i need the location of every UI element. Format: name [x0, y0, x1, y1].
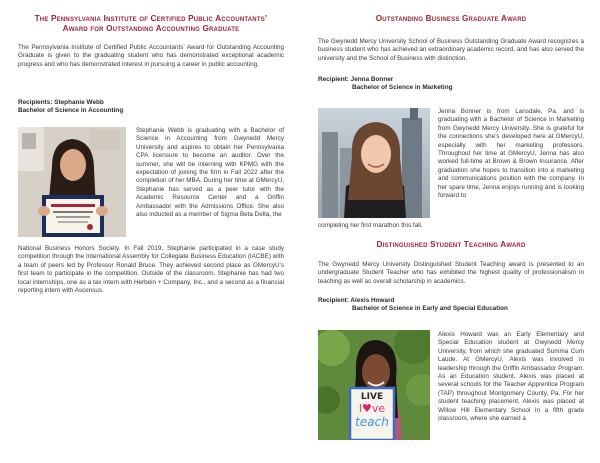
sign-love-text [352, 403, 392, 415]
teaching-award-title: Distinguished Student Teaching Award [376, 240, 526, 249]
picpa-recipient-name: Recipients: Stephanie Webb [18, 99, 104, 106]
picpa-recipient-degree: Bachelor of Science in Accounting [18, 107, 124, 115]
business-recipient-name: Recipient: Jenna Bonner [318, 76, 394, 83]
live-love-teach-sign [352, 392, 392, 429]
sign-love-ve: ve [371, 402, 386, 415]
business-award-title: Outstanding Business Graduate Award [375, 14, 527, 23]
teaching-recipient-degree: Bachelor of Science in Early and Special Education [352, 305, 508, 313]
heart-icon: ♥ [361, 402, 372, 415]
picpa-award-title [18, 14, 284, 34]
business-recipient-degree: Bachelor of Science in Marketing [352, 84, 453, 92]
picpa-award-title-line1: The Pennsylvania Institute of Certified Public Accountants’ [34, 14, 268, 23]
sign-teach-text: teach [355, 415, 389, 429]
jenna-bio-continued: completing her first marathon this fall. [318, 222, 423, 229]
stephanie-bio-continued: National Business Honors Society. In Fall 2019, Stephanie participated in a case study competition through the International Assembly for Collegiate Business Education (IACBE) with a team of peers led by Professor Ronald Bruce. They achieved second place as GMercyU’s first team to participate in the competition. Outside of the classroom, Stephanie has had two local internships, one as a tax intern with Herbein + Company, Inc., and a second as a financial reporting intern with Ascensus. [18, 245, 284, 295]
alexis-howard-photo [318, 330, 430, 440]
picpa-award-description: The Pennsylvania Institute of Certified Public Accountants’ Award for Outstanding Accounting Graduate is given to the graduating student who has demonstrated exceptional academic progress and who has demonstrated interest in pursuing a career in public accounting. [18, 44, 284, 68]
teaching-recipient-name: Recipient: Alexis Howard [318, 297, 395, 304]
stephanie-bio-wrapped: Stephanie Webb is graduating with a Bachelor of Science in Accounting from Gwynedd Mercy University and aspires to obtain her Pennsylvania CPA licensure to become an auditor. Over the summer, she will be interning with KPMG with the expectation of joining the firm in Fall 2022 after the completion of her MBA. During her time at GMercyU, Stephanie has served as a peer tutor with the Academic Resource Center and a Griffin Ambassador with the Admissions Office. She also also inducted as a member of Sigma Beta Delta, the [136, 127, 284, 219]
teaching-recipient-block [318, 297, 584, 314]
sign-love-l: l [358, 402, 362, 415]
business-award-description: The Gwynedd Mercy University School of Business Outstanding Graduate Award recognizes a business student who has achieved an extraordinary academic record, and has also served the university and the School of Business with distinction. [318, 38, 584, 62]
picpa-award-title-line2: Award for Outstanding Accounting Graduate [62, 24, 240, 33]
alexis-bio-wrapped: Alexis Howard was an Early Elementary and Special Education student at Gwynedd Mercy University, from which she graduated Summa Cum Laude. At GMercyU, Alexis was involved in leadership through the Griffin Ambassador Program. As an Education student, Alexis was placed at several schools for the Teacher Apprentice Program (TAP) throughout Montgomery County, Pa. For her student teaching placement, Alexis was placed at Willow Hill Elementary School in a fifth grade classroom, where she earned a [438, 331, 584, 423]
business-recipient-block [318, 76, 584, 93]
jenna-bonner-photo [318, 108, 430, 218]
jenna-bio-wrapped: Jenna Bonner is from Lansdale, Pa. and is graduating with a Bachelor of Science in Marketing from Gwynedd Mercy University. She is grateful for the connections she’s developed here at GMercyU, especially with her marketing professors. Throughout her time at GMercyU, Jenna has also worked full-time at Brown & Brown Insurance. After graduation she hopes to transition into a marketing and communications position with the company. In her spare time, Jenna enjoys running and is looking forward to [438, 108, 584, 200]
stephanie-webb-photo-illustration [18, 127, 126, 237]
teaching-award-description: The Gwynedd Mercy University Distinguished Student Teaching award is presented to an undergraduate Student Teacher who has exhibited the highest quality of professionalism in teaching as well as overall scholarship in academics. [318, 261, 584, 285]
stephanie-webb-photo [18, 127, 126, 237]
sign-live-text: LIVE [360, 392, 384, 402]
picpa-recipient-block [18, 99, 284, 116]
jenna-bonner-photo-illustration [318, 108, 430, 218]
